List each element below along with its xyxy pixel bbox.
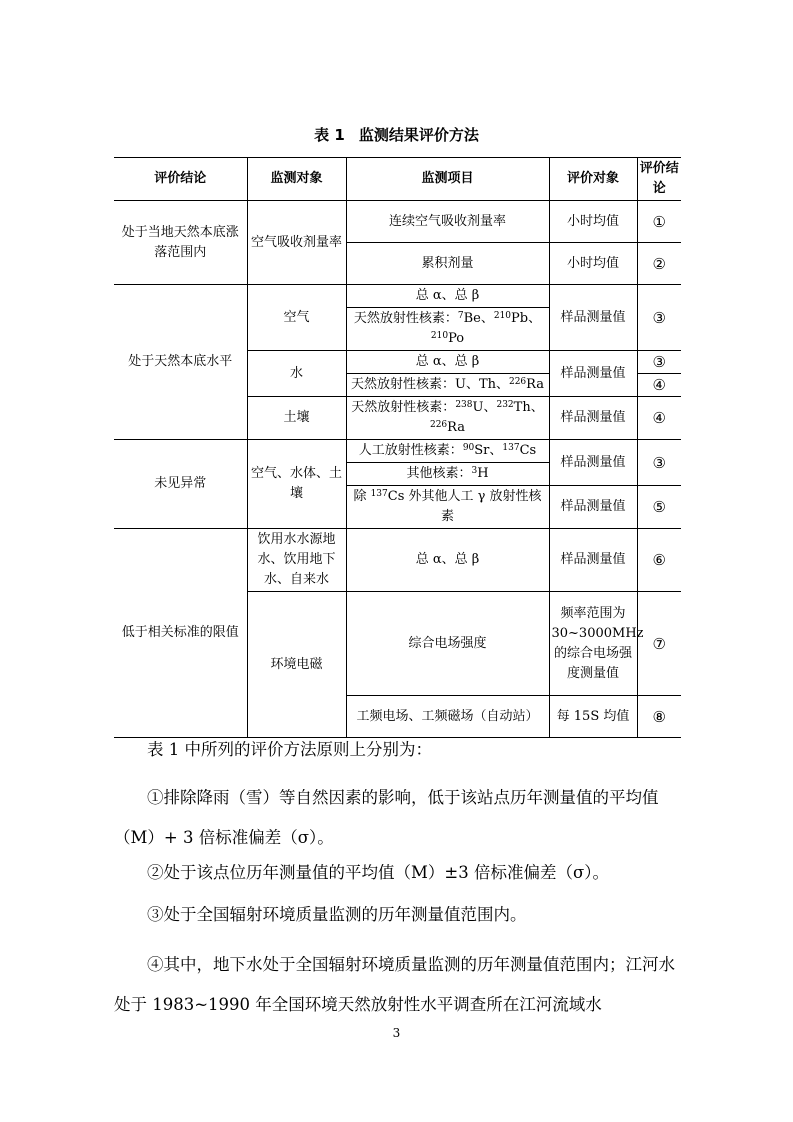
cell-object: 环境电磁: [247, 592, 346, 738]
cell-eval: 样品测量值: [549, 397, 637, 440]
header-item: 监测项目: [346, 158, 549, 201]
cell-eval: 样品测量值: [549, 529, 637, 592]
cell-object: 水: [247, 351, 346, 397]
nuclide: Th、: [513, 400, 544, 415]
table-row: [114, 285, 681, 308]
cell-item: [346, 397, 549, 440]
cell-object: 空气、水体、土壤: [247, 440, 346, 529]
table-header-row: [114, 158, 681, 201]
nuclide: Ra: [526, 377, 545, 392]
cell-conclusion: 未见异常: [114, 440, 247, 529]
mass-number: 226: [429, 420, 448, 430]
cell-ref: ⑤: [637, 486, 681, 529]
nuclide: H: [477, 466, 489, 481]
cell-item: 工频电场、工频磁场（自动站）: [346, 696, 549, 738]
table-row: [114, 201, 681, 243]
header-conclusion: 评价结论: [114, 158, 247, 201]
intro-paragraph: 表 1 中所列的评价方法原则上分别为：: [147, 740, 432, 759]
cell-item: 总 α、总 β: [346, 529, 549, 592]
mass-number: 137: [502, 443, 520, 453]
mass-number: 210: [430, 331, 449, 341]
cell-item: [346, 440, 549, 463]
mass-number: 90: [462, 443, 475, 453]
header-object: 监测对象: [247, 158, 346, 201]
cell-ref: ⑥: [637, 529, 681, 592]
table-number: 表 1: [314, 126, 345, 144]
cell-ref: ①: [637, 201, 681, 243]
cell-eval: 每 15S 均值: [549, 696, 637, 738]
mass-number: 3: [471, 466, 478, 476]
table-caption: [0, 124, 793, 145]
table-row: [114, 529, 681, 592]
evaluation-method-table: [114, 157, 681, 738]
table-row: [114, 440, 681, 463]
cell-ref: ④: [637, 374, 681, 397]
nuclide: Po: [448, 331, 465, 346]
cell-eval: 样品测量值: [549, 285, 637, 351]
cell-object: 土壤: [247, 397, 346, 440]
item-prefix: 除: [353, 489, 371, 504]
nuclide: Ra: [447, 420, 466, 435]
cell-item: [346, 486, 549, 529]
cell-ref: ⑧: [637, 696, 681, 738]
item-prefix: 人工放射性核素：: [358, 443, 463, 458]
cell-object: 空气: [247, 285, 346, 351]
nuclide: Cs: [519, 443, 537, 458]
nuclide: Be、: [463, 311, 494, 326]
cell-eval: 小时均值: [549, 201, 637, 243]
cell-eval: 小时均值: [549, 243, 637, 285]
cell-eval: 样品测量值: [549, 351, 637, 397]
mass-number: 232: [496, 400, 514, 410]
cell-conclusion: 处于天然本底水平: [114, 285, 247, 440]
cell-ref: ③: [637, 440, 681, 486]
cell-eval: 样品测量值: [549, 486, 637, 529]
nuclide: Sr、: [474, 443, 503, 458]
cell-conclusion: 处于当地天然本底涨落范围内: [114, 201, 247, 285]
cell-item: 综合电场强度: [346, 592, 549, 696]
header-eval-object: 评价对象: [549, 158, 637, 201]
cell-item: 连续空气吸收剂量率: [346, 201, 549, 243]
item-prefix: 其他核素：: [406, 466, 472, 481]
cell-object: 饮用水水源地水、饮用地下水、自来水: [247, 529, 346, 592]
mass-number: 226: [508, 377, 527, 387]
item-prefix: 天然放射性核素：U、Th、: [350, 377, 509, 392]
mass-number: 238: [455, 400, 473, 410]
paragraph-1: ①排除降雨（雪）等自然因素的影响，低于该站点历年测量值的平均值（M）+ 3 倍标准偏差（σ）。: [114, 788, 659, 847]
cell-ref: ②: [637, 243, 681, 285]
item-prefix: 天然放射性核素：: [353, 311, 458, 326]
cell-ref: ⑦: [637, 592, 681, 696]
cell-item: 总 α、总 β: [346, 285, 549, 308]
cell-eval: 频率范围为 30~3000MHz 的综合电场强度测量值: [549, 592, 637, 696]
page-number: 3: [392, 1026, 401, 1040]
paragraph-3: ③处于全国辐射环境质量监测的历年测量值范围内。: [147, 905, 527, 924]
cell-item: 总 α、总 β: [346, 351, 549, 374]
cell-ref: ③: [637, 285, 681, 351]
nuclide: U、: [472, 400, 497, 415]
header-eval-conclusion: 评价结论: [637, 158, 681, 201]
paragraph-2: ②处于该点位历年测量值的平均值（M）±3 倍标准偏差（σ）。: [147, 863, 609, 882]
cell-item: [346, 463, 549, 486]
item-prefix: 天然放射性核素：: [351, 400, 456, 415]
cell-item: 累积剂量: [346, 243, 549, 285]
mass-number: 7: [457, 311, 464, 321]
paragraph-4: ④其中，地下水处于全国辐射环境质量监测的历年测量值范围内；江河水处于 1983~1990 年全国环境天然放射性水平调查所在江河流域水: [114, 955, 675, 1014]
cell-ref: ④: [637, 397, 681, 440]
cell-item: [346, 308, 549, 351]
mass-number: 210: [493, 311, 512, 321]
cell-conclusion: 低于相关标准的限值: [114, 529, 247, 738]
nuclide: Pb、: [511, 311, 542, 326]
item-suffix: Cs 外其他人工 γ 放射性核素: [387, 489, 542, 524]
mass-number: 137: [370, 489, 388, 499]
table-title: 监测结果评价方法: [358, 126, 479, 144]
cell-object: 空气吸收剂量率: [247, 201, 346, 285]
cell-item: [346, 374, 549, 397]
cell-eval: 样品测量值: [549, 440, 637, 486]
cell-ref: ③: [637, 351, 681, 374]
